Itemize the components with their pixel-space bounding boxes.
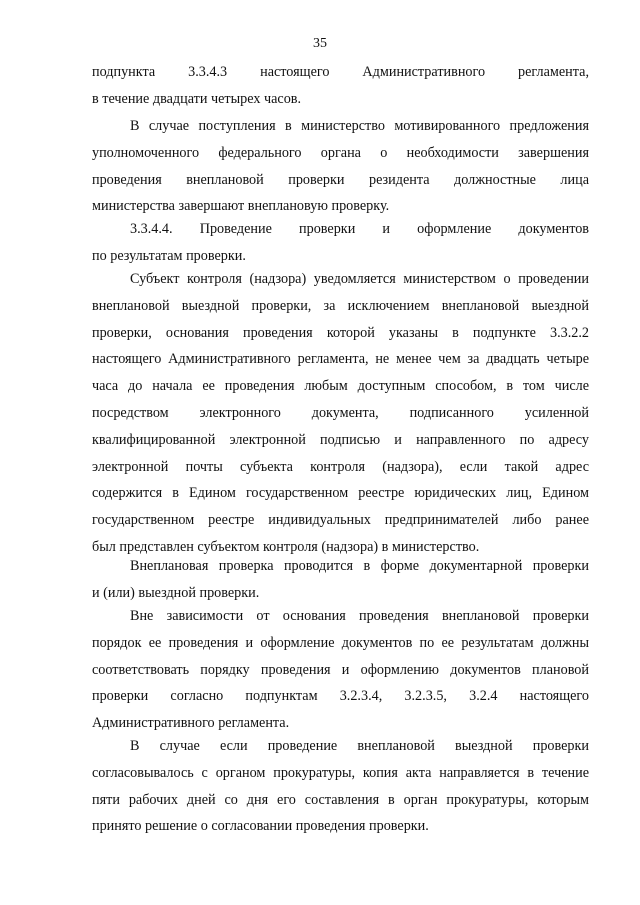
paragraph-6 xyxy=(92,603,589,737)
text-line: в течение двадцати четырех часов. xyxy=(92,90,302,107)
text-line: проведения внеплановой проверки резидента должностные лица xyxy=(92,171,589,188)
text-line: соответствовать порядку проведения и оформлению документов плановой xyxy=(92,661,589,678)
text-line: Вне зависимости от основания проведения внеплановой проверки xyxy=(130,608,589,624)
text-line: принято решение о согласовании проведения проверки. xyxy=(92,818,429,835)
text-line: электронной почты субъекта контроля (надзора), если такой адрес xyxy=(92,458,589,475)
text-line: и (или) выездной проверки. xyxy=(92,584,260,601)
text-line: порядок ее проведения и оформление документов по ее результатам должны xyxy=(92,634,589,651)
text-line: согласовывалось с органом прокуратуры, копия акта направляется в течение xyxy=(92,764,589,781)
paragraph-1 xyxy=(92,59,589,113)
text-line: государственном реестре индивидуальных предпринимателей либо ранее xyxy=(92,512,589,529)
paragraph-7 xyxy=(92,733,589,840)
text-line: В случае поступления в министерство мотивированного предложения xyxy=(130,118,589,134)
paragraph-3 xyxy=(92,216,589,270)
text-line: министерства завершают внеплановую проверку. xyxy=(92,198,390,215)
text-line: настоящего Административного регламента, не менее чем за двадцать четыре xyxy=(92,351,589,368)
text-line: по результатам проверки. xyxy=(92,247,246,264)
paragraph-2 xyxy=(92,113,589,220)
text-line: содержится в Едином государственном реестре юридических лиц, Едином xyxy=(92,485,589,502)
text-line: Субъект контроля (надзора) уведомляется министерством о проведении xyxy=(130,271,589,287)
text-line: проверки согласно подпунктам 3.2.3.4, 3.2.3.5, 3.2.4 настоящего xyxy=(92,688,589,705)
text-line: был представлен субъектом контроля (надзора) в министерство. xyxy=(92,538,480,555)
text-line: часа до начала ее проведения любым доступным способом, в том числе xyxy=(92,378,589,395)
page-number: 35 xyxy=(313,36,327,51)
text-line: посредством электронного документа, подписанного усиленной xyxy=(92,404,589,421)
text-line: проверки, основания проведения которой указаны в подпункте 3.3.2.2 xyxy=(92,324,589,341)
text-line: В случае если проведение внеплановой выездной проверки xyxy=(130,738,589,754)
paragraph-5 xyxy=(92,553,589,607)
text-line: подпункта 3.3.4.3 настоящего Административного регламента, xyxy=(92,64,589,80)
text-line: Административного регламента. xyxy=(92,715,290,732)
paragraph-4 xyxy=(92,266,589,561)
text-line: пяти рабочих дней со дня его составления в орган прокуратуры, которым xyxy=(92,791,589,808)
text-line: 3.3.4.4. Проведение проверки и оформление документов xyxy=(130,221,589,237)
text-line: уполномоченного федерального органа о необходимости завершения xyxy=(92,144,589,161)
text-line: Внеплановая проверка проводится в форме документарной проверки xyxy=(130,558,589,574)
text-line: внеплановой выездной проверки, за исключением внеплановой выездной xyxy=(92,297,589,314)
text-line: квалифицированной электронной подписью и направленного по адресу xyxy=(92,431,589,448)
